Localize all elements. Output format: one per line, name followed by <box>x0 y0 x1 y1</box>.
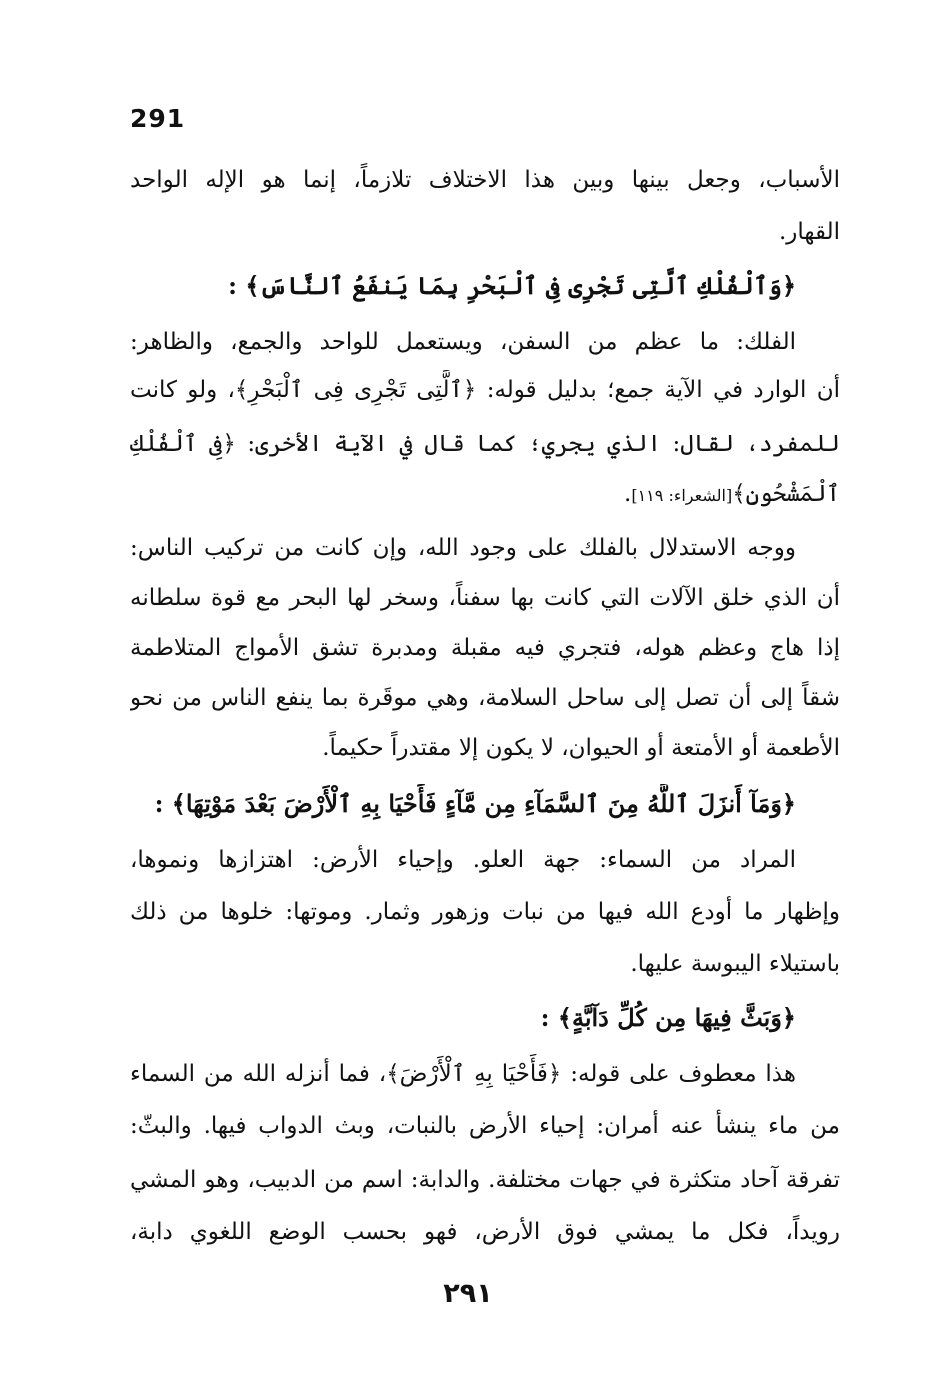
citation-reference: [الشعراء: ١١٩] <box>631 486 733 505</box>
verse-heading: ﴿وَٱلْفُلْكِ ٱلَّتِى تَجْرِى فِى ٱلْبَحْرِ بِمَا يَنفَعُ ٱلنَّاسَ﴾ : <box>228 271 796 300</box>
text-line: باستيلاء اليبوسة عليها. <box>630 951 840 977</box>
text-line-with-reference <box>130 474 840 518</box>
text-line: الفلك: ما عظم من السفن، ويستعمل للواحد والجمع، والظاهر: <box>130 329 796 355</box>
text-line: الأسباب، وجعل بينها وبين هذا الاختلاف تلازماً، إنما هو الإله الواحد <box>130 167 840 193</box>
text-line: ووجه الاستدلال بالفلك على وجود الله، وإن كانت من تركيب الناس: <box>130 535 796 561</box>
verse-fragment: ٱلْمَشْحُونِ﴾ <box>732 481 840 507</box>
text-line: من ماء ينشأ عنه أمران: إحياء الأرض بالنبات، وبث الدواب فيها. والبثّ: <box>130 1113 840 1139</box>
text-line: المراد من السماء: جهة العلو. وإحياء الأرض: اهتزازها ونموها، <box>130 847 796 873</box>
text-line: هذا معطوف على قوله: ﴿فَأَحْيَا بِهِ ٱلْأَرْضَ﴾، فما أنزله الله من السماء <box>130 1061 796 1087</box>
text-line: وإظهار ما أودع الله فيها من نبات وزهور وثمار. وموتها: خلوها من ذلك <box>130 899 840 925</box>
text-line: شقاً إلى أن تصل إلى ساحل السلامة، وهي موقَرة بما ينفع الناس من نحو <box>130 685 840 711</box>
verse-heading: ﴿وَمَآ أَنزَلَ ٱللَّهُ مِنَ ٱلسَّمَآءِ مِن مَّآءٍ فَأَحْيَا بِهِ ٱلْأَرْضَ بَعْدَ مَوْتِهَا﴾ : <box>154 789 796 818</box>
verse-heading: ﴿وَبَثَّ فِيهَا مِن كُلِّ دَآبَّةٍ﴾ : <box>540 1003 796 1032</box>
text-line: أن الذي خلق الآلات التي كانت بها سفناً، وسخر لها البحر مع قوة سلطانه <box>130 585 840 611</box>
text-line: تفرقة آحاد متكثرة في جهات مختلفة. والدابة: اسم من الدبيب، وهو المشي <box>130 1167 840 1193</box>
text-line: رويداً، فكل ما يمشي فوق الأرض، فهو بحسب الوضع اللغوي دابة، <box>130 1219 840 1245</box>
text-line: للمفرد، لقال: الذي يجري؛ كما قال في الآية الأخرى: ﴿فِى ٱلْفُلْكِ <box>130 431 840 457</box>
text-line: إذا هاج وعظم هوله، فتجري فيه مقبلة ومدبرة تشق الأمواج المتلاطمة <box>130 635 840 661</box>
page-number-footer: ٢٩١ <box>443 1278 493 1309</box>
text-line: الأطعمة أو الأمتعة أو الحيوان، لا يكون إلا مقتدراً حكيماً. <box>322 735 840 761</box>
text-line: القهار. <box>778 219 840 245</box>
text-line: أن الوارد في الآية جمع؛ بدليل قوله: ﴿ٱلَّتِى تَجْرِى فِى ٱلْبَحْرِ﴾، ولو كانت <box>130 377 840 403</box>
page-number-header: 291 <box>130 104 186 133</box>
punctuation: . <box>624 481 632 507</box>
